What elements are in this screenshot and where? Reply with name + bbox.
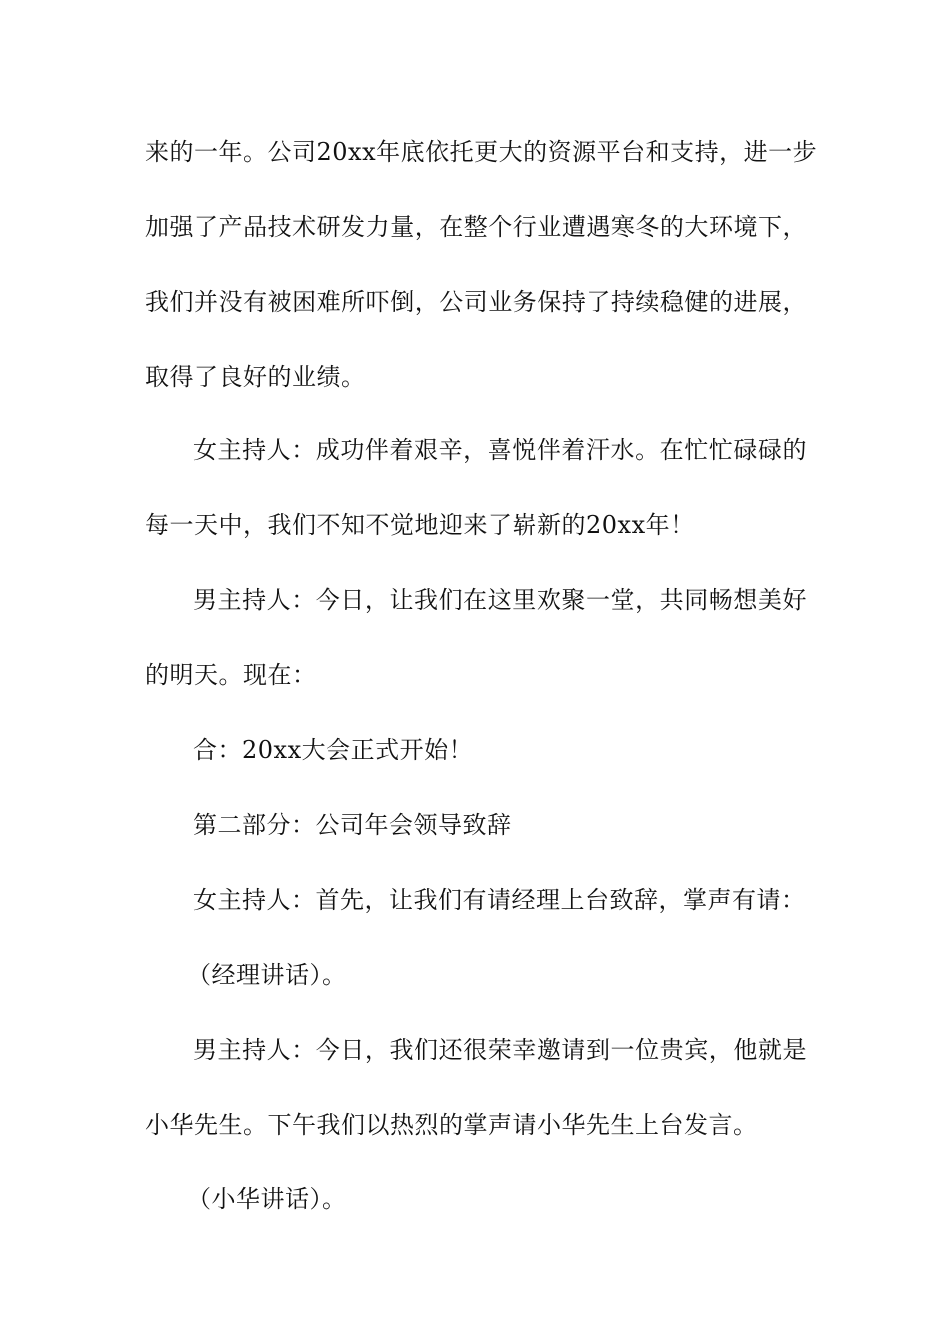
- stage-direction: （小华讲话）。: [187, 1185, 347, 1213]
- text-line: 合：20xx大会正式开始！: [193, 736, 474, 764]
- text-line: 加强了产品技术研发力量，在整个行业遭遇寒冬的大环境下，: [145, 213, 807, 241]
- text-line: 每一天中，我们不知不觉地迎来了崭新的20xx年！: [145, 511, 695, 539]
- text-line: 取得了良好的业绩。: [145, 363, 366, 391]
- text-line: 的明天。现在：: [145, 661, 317, 689]
- text-line: 来的一年。公司20xx年底依托更大的资源平台和支持，进一步: [145, 138, 818, 166]
- stage-direction: （经理讲话）。: [187, 961, 347, 989]
- text-line: 我们并没有被困难所吓倒，公司业务保持了持续稳健的进展，: [145, 288, 807, 316]
- text-line: 男主持人：今日，我们还很荣幸邀请到一位贵宾，他就是: [193, 1036, 807, 1064]
- section-heading: 第二部分：公司年会领导致辞: [193, 811, 512, 839]
- text-line: 女主持人：首先，让我们有请经理上台致辞，掌声有请：: [193, 886, 806, 914]
- text-line: 男主持人：今日，让我们在这里欢聚一堂，共同畅想美好: [193, 586, 807, 614]
- text-line: 女主持人：成功伴着艰辛，喜悦伴着汗水。在忙忙碌碌的: [193, 436, 807, 464]
- text-line: 小华先生。下午我们以热烈的掌声请小华先生上台发言。: [145, 1111, 758, 1139]
